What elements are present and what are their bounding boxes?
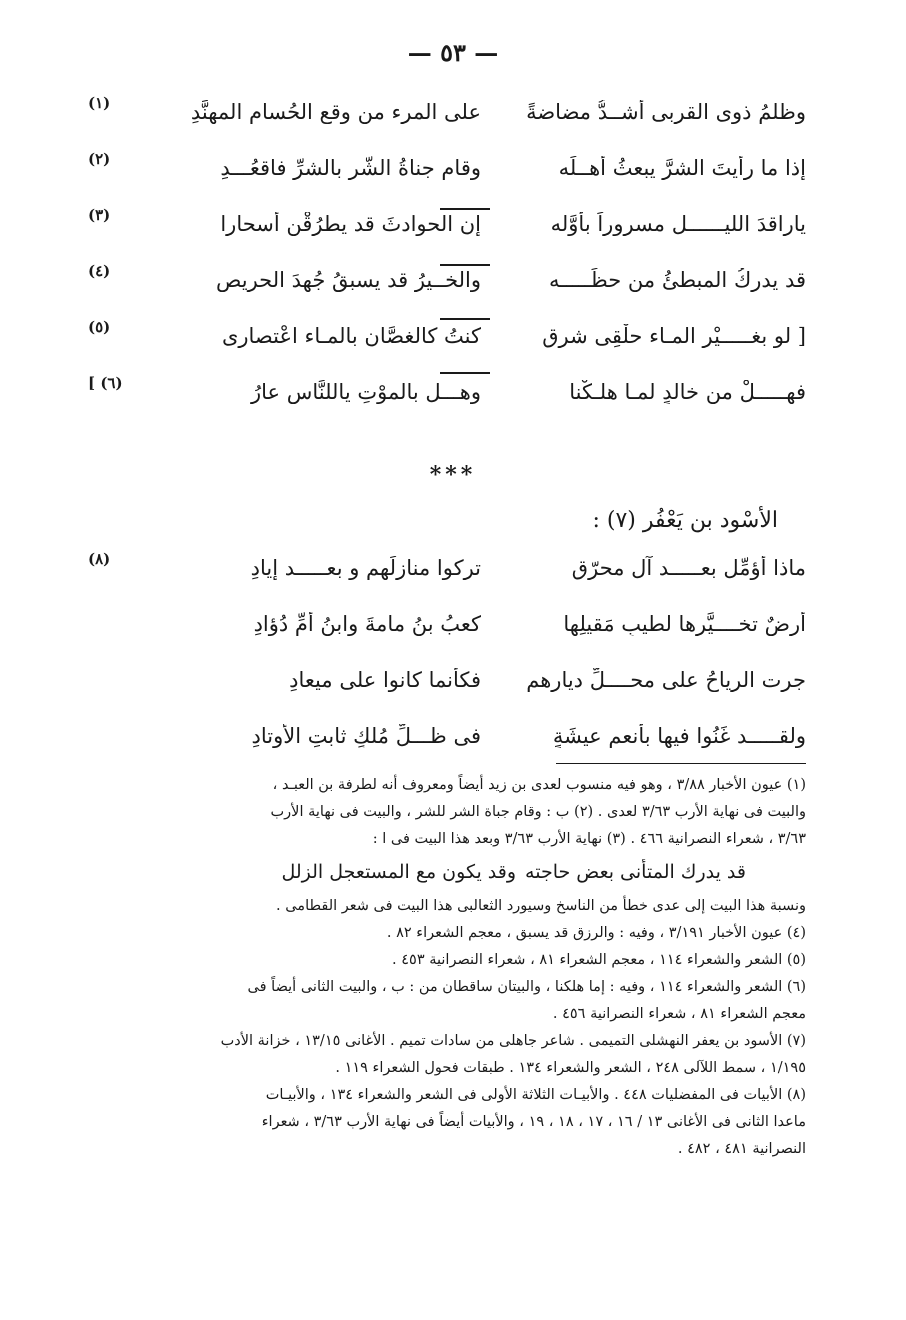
verse-hemistich-left: كعبُ بنُ مامةَ وابنُ أمِّ دُؤادِ xyxy=(253,612,481,636)
footnote-line: (٤) عيون الأخبار ٣/١٩١ ، وفيه : والرزق قد يسبق ، معجم الشعراء ٨٢ . xyxy=(386,925,806,941)
footnote-marker: (١) xyxy=(88,94,111,112)
verse-hemistich-right: ماذا أُؤمِّل بعـــــد آل محرّقٍ xyxy=(571,556,806,580)
verse xyxy=(88,550,806,612)
footnote-line: (١) عيون الأخبار ٣/٨٨ ، وهو فيه منسوب لعدى بن زيد أيضاً ومعروف أنه لطرفة بن العبـد ، xyxy=(272,777,806,793)
verse-hemistich-left: تركوا منازلَهم و بعـــــد إيادِ xyxy=(250,556,481,580)
footnote-line: والبيت فى نهاية الأرب ٣/٦٣ لعدى . (٢) ب : وقام جباة الشر للشر ، والبيت فى نهاية الأرب xyxy=(270,804,806,820)
footnote-line: (٨) الأبيات فى المفضليات ٤٤٨ . والأبيـات الثلاثة الأولى فى الشعر والشعراء ١٣٤ ، والأبيـات xyxy=(265,1087,806,1103)
footnotes xyxy=(96,772,806,1163)
footnote-rule xyxy=(556,763,806,764)
verse-hemistich-left: فى ظـــلِّ مُلكٍ ثابتِ الأوتادِ xyxy=(251,724,481,748)
verse xyxy=(88,150,806,212)
footnote-marker: (٤) xyxy=(88,262,111,280)
verse-hemistich-right: إذا ما رأيتَ الشرَّ يبعثُ أهــلَه xyxy=(558,156,806,180)
footnote-verse xyxy=(96,853,806,893)
page-number: — ٥٣ — xyxy=(407,38,499,67)
footnote-line: (٥) الشعر والشعراء ١١٤ ، معجم الشعراء ٨١ ، شعراء النصرانية ٤٥٣ . xyxy=(392,952,806,968)
footnote-marker: (٣) xyxy=(88,206,111,224)
verse-hemistich-left: وهـــل بالموْتِ ياللنَّاسِ عارُ xyxy=(250,380,481,404)
verse-hemistich-right: جرت الرياحُ على محــــلِّ ديارهم xyxy=(526,668,806,692)
verse xyxy=(88,94,806,156)
verse-hemistich-right: ياراقدَ الليــــــل مسروراً بأوَّله xyxy=(550,212,806,236)
divider xyxy=(440,208,490,210)
footnote-line: (٦) الشعر والشعراء ١١٤ ، وفيه : إما هلكنا ، والبيتان ساقطان من : ب ، والبيت الثانى أيضاً فى xyxy=(247,979,806,995)
footnote-marker: (٢) xyxy=(88,150,111,168)
verse-hemistich-left: على المرء من وقع الحُسام المهنَّدِ xyxy=(190,100,481,124)
verses-top xyxy=(88,94,806,436)
section-separator: *** xyxy=(429,462,477,488)
footnote-marker: (٥) xyxy=(88,318,111,336)
verses-bottom xyxy=(88,550,806,780)
footnote-line: ٣/٦٣ ، شعراء النصرانية ٤٦٦ . (٣) نهاية الأرب ٣/٦٣ وبعد هذا البيت فى ا : xyxy=(372,831,806,847)
verse xyxy=(88,374,806,436)
verse-hemistich-right: وظلمُ ذوى القربى أشــدُّ مضاضةً xyxy=(526,100,806,124)
footnote-marker: (٨) xyxy=(88,550,111,568)
verse-hemistich-right: فهـــــلْ من خالدٍ لمـا هلـكْنا xyxy=(569,380,806,404)
verse-hemistich-left: والخــيرُ قد يسبقُ جُهدَ الحريص xyxy=(216,268,481,292)
verse-hemistich-left: وقد يكون مع المستعجل الزلل xyxy=(281,861,516,883)
footnote-line: النصرانية ٤٨١ ، ٤٨٢ . xyxy=(677,1141,806,1157)
verse-hemistich-right: أرضٌ تخــــيَّرها لطيبِ مَقيلِها xyxy=(563,612,806,636)
verse-hemistich-right: ولقـــــد غَنُوا فيها بأنعمِ عيشَةٍ xyxy=(552,724,806,748)
verse xyxy=(88,262,806,324)
footnote-line: ١/١٩٥ ، سمط اللآلى ٢٤٨ ، الشعر والشعراء ١٣٤ . طبقات فحول الشعراء ١١٩ . xyxy=(335,1060,806,1076)
divider xyxy=(440,264,490,266)
verse-hemistich-left: وقام جناةُ الشّر بالشرِّ فاقعُـــدِ xyxy=(220,156,481,180)
footnote-marker: (٦) ] xyxy=(88,374,123,392)
divider xyxy=(440,372,490,374)
verse-hemistich-right: [ لو بغـــــيْرِ المـاء حلْقِى شرِق xyxy=(542,324,806,348)
poet-heading: الأسْود بن يَعْفُر (٧) : xyxy=(592,508,778,533)
footnote-line: ماعدا الثانى فى الأغانى ١٣ / ١٦ ، ١٧ ، ١٨ ، ١٩ ، والأبيات أيضاً فى نهاية الأرب ٣/٦٣ ، شعراء xyxy=(261,1114,806,1130)
verse-hemistich-left: كنتُ كالغصَّان بالمـاء اعْتصارى xyxy=(221,324,481,348)
verse-hemistich-right: قد يدرك المتأنى بعض حاجته xyxy=(525,861,746,883)
footnote-line: ونسبة هذا البيت إلى عدى خطأ من الناسخ وسيورد الثعالبى هذا البيت فى شعر القطامى . xyxy=(276,898,806,914)
verse-hemistich-left: فكأنما كانوا على ميعادِ xyxy=(289,668,481,692)
divider xyxy=(440,318,490,320)
verse xyxy=(88,206,806,268)
footnote-line: (٧) الأسود بن يعفر النهشلى التميمى . شاعر جاهلى من سادات تميم . الأغانى ١٣/١٥ ، خزانة الأدب xyxy=(220,1033,806,1049)
verse xyxy=(100,668,806,724)
verse-hemistich-left: إن الحوادثَ قد يطرُقْن أسحارا xyxy=(220,212,481,236)
footnote-line: معجم الشعراء ٨١ ، شعراء النصرانية ٤٥٦ . xyxy=(552,1006,806,1022)
verse-hemistich-right: قد يدركُ المبطئُ من حظِّـــــه xyxy=(549,268,806,292)
verse xyxy=(100,612,806,668)
